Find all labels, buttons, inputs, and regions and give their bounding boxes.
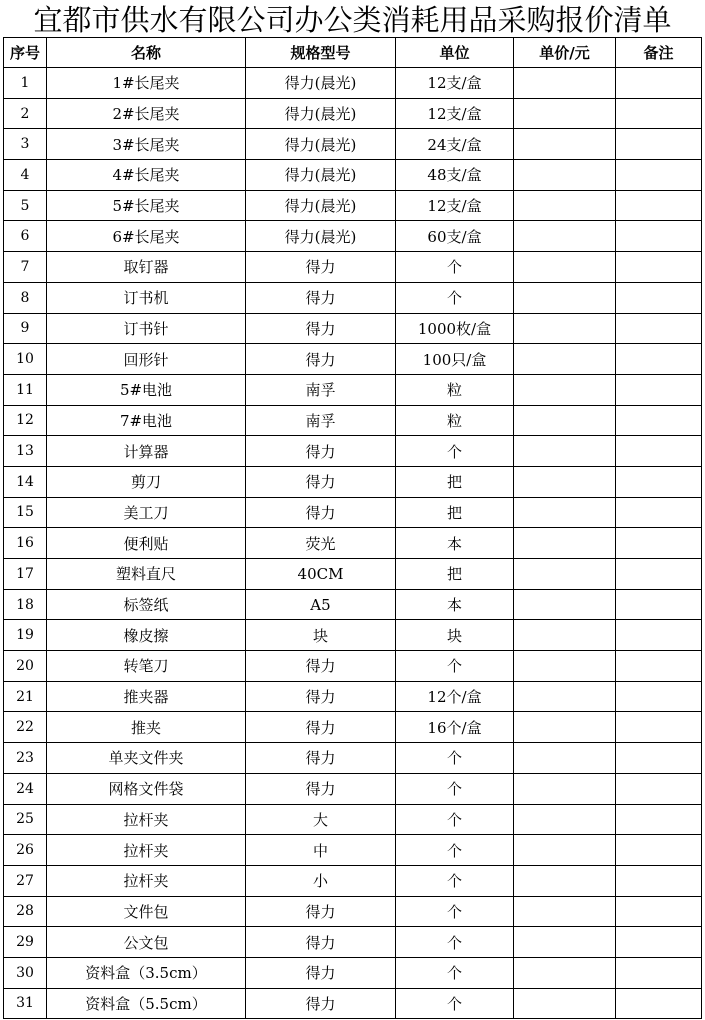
cell-remark	[616, 865, 702, 896]
cell-spec: 得力	[246, 712, 396, 743]
cell-price	[514, 589, 616, 620]
table-row	[4, 620, 702, 651]
cell-unit: 48支/盒	[396, 160, 514, 191]
cell-unit: 个	[396, 773, 514, 804]
cell-name: 订书针	[47, 313, 246, 344]
cell-unit: 把	[396, 497, 514, 528]
cell-name: 推夹	[47, 712, 246, 743]
cell-remark	[616, 835, 702, 866]
header-price: 单价/元	[514, 38, 616, 68]
table-row	[4, 927, 702, 958]
cell-no: 23	[4, 743, 47, 774]
cell-spec: 得力	[246, 282, 396, 313]
cell-remark	[616, 344, 702, 375]
cell-unit: 个	[396, 896, 514, 927]
cell-unit: 16个/盒	[396, 712, 514, 743]
cell-no: 19	[4, 620, 47, 651]
cell-price	[514, 497, 616, 528]
cell-name: 拉杆夹	[47, 804, 246, 835]
cell-name: 5#电池	[47, 374, 246, 405]
cell-no: 28	[4, 896, 47, 927]
cell-name: 剪刀	[47, 466, 246, 497]
table-row	[4, 712, 702, 743]
table-row	[4, 589, 702, 620]
table-row	[4, 282, 702, 313]
cell-spec: 得力(晨光)	[246, 190, 396, 221]
table-row	[4, 436, 702, 467]
table-row	[4, 68, 702, 99]
cell-remark	[616, 68, 702, 99]
cell-no: 8	[4, 282, 47, 313]
table-row	[4, 681, 702, 712]
cell-no: 11	[4, 374, 47, 405]
cell-remark	[616, 528, 702, 559]
cell-name: 拉杆夹	[47, 865, 246, 896]
cell-name: 7#电池	[47, 405, 246, 436]
cell-spec: 得力	[246, 988, 396, 1019]
cell-price	[514, 681, 616, 712]
cell-no: 18	[4, 589, 47, 620]
cell-remark	[616, 190, 702, 221]
table-row	[4, 129, 702, 160]
cell-remark	[616, 497, 702, 528]
cell-no: 6	[4, 221, 47, 252]
cell-name: 推夹器	[47, 681, 246, 712]
cell-unit: 个	[396, 282, 514, 313]
table-header-row	[4, 38, 702, 68]
cell-no: 25	[4, 804, 47, 835]
cell-unit: 个	[396, 743, 514, 774]
table-row	[4, 374, 702, 405]
cell-no: 26	[4, 835, 47, 866]
cell-unit: 个	[396, 651, 514, 682]
cell-no: 30	[4, 957, 47, 988]
cell-remark	[616, 896, 702, 927]
cell-name: 橡皮擦	[47, 620, 246, 651]
cell-name: 公文包	[47, 927, 246, 958]
cell-remark	[616, 651, 702, 682]
cell-price	[514, 190, 616, 221]
cell-no: 14	[4, 466, 47, 497]
cell-price	[514, 405, 616, 436]
cell-spec: 得力	[246, 436, 396, 467]
cell-spec: 得力(晨光)	[246, 98, 396, 129]
cell-spec: 得力	[246, 651, 396, 682]
table-row	[4, 405, 702, 436]
cell-no: 4	[4, 160, 47, 191]
cell-price	[514, 712, 616, 743]
cell-no: 9	[4, 313, 47, 344]
cell-remark	[616, 559, 702, 590]
cell-unit: 60支/盒	[396, 221, 514, 252]
cell-remark	[616, 466, 702, 497]
cell-no: 13	[4, 436, 47, 467]
cell-remark	[616, 374, 702, 405]
cell-name: 标签纸	[47, 589, 246, 620]
cell-no: 7	[4, 252, 47, 283]
cell-spec: 40CM	[246, 559, 396, 590]
cell-unit: 个	[396, 988, 514, 1019]
cell-unit: 粒	[396, 374, 514, 405]
table-row	[4, 528, 702, 559]
cell-no: 20	[4, 651, 47, 682]
cell-spec: 得力(晨光)	[246, 221, 396, 252]
table-row	[4, 313, 702, 344]
cell-unit: 12支/盒	[396, 68, 514, 99]
table-row	[4, 497, 702, 528]
cell-name: 4#长尾夹	[47, 160, 246, 191]
table-row	[4, 804, 702, 835]
cell-remark	[616, 436, 702, 467]
cell-spec: 中	[246, 835, 396, 866]
cell-price	[514, 620, 616, 651]
cell-name: 5#长尾夹	[47, 190, 246, 221]
cell-unit: 个	[396, 927, 514, 958]
table-row	[4, 835, 702, 866]
price-quote-table	[3, 37, 702, 1019]
cell-unit: 块	[396, 620, 514, 651]
cell-price	[514, 743, 616, 774]
cell-price	[514, 773, 616, 804]
table-row	[4, 466, 702, 497]
cell-price	[514, 865, 616, 896]
table-row	[4, 957, 702, 988]
cell-name: 2#长尾夹	[47, 98, 246, 129]
cell-remark	[616, 160, 702, 191]
cell-name: 回形针	[47, 344, 246, 375]
cell-no: 22	[4, 712, 47, 743]
cell-price	[514, 98, 616, 129]
cell-spec: 得力	[246, 896, 396, 927]
cell-no: 12	[4, 405, 47, 436]
cell-remark	[616, 743, 702, 774]
cell-remark	[616, 129, 702, 160]
cell-remark	[616, 620, 702, 651]
cell-name: 转笔刀	[47, 651, 246, 682]
cell-spec: 块	[246, 620, 396, 651]
cell-spec: 得力	[246, 927, 396, 958]
cell-no: 24	[4, 773, 47, 804]
cell-unit: 个	[396, 957, 514, 988]
cell-name: 网格文件袋	[47, 773, 246, 804]
cell-unit: 个	[396, 835, 514, 866]
cell-no: 17	[4, 559, 47, 590]
table-row	[4, 988, 702, 1019]
cell-name: 取钉器	[47, 252, 246, 283]
table-row	[4, 98, 702, 129]
cell-spec: 大	[246, 804, 396, 835]
table-row	[4, 559, 702, 590]
cell-no: 31	[4, 988, 47, 1019]
cell-no: 1	[4, 68, 47, 99]
cell-price	[514, 927, 616, 958]
header-unit: 单位	[396, 38, 514, 68]
cell-no: 5	[4, 190, 47, 221]
cell-price	[514, 252, 616, 283]
cell-name: 单夹文件夹	[47, 743, 246, 774]
cell-spec: 得力(晨光)	[246, 129, 396, 160]
cell-remark	[616, 282, 702, 313]
table-row	[4, 773, 702, 804]
cell-no: 16	[4, 528, 47, 559]
header-no: 序号	[4, 38, 47, 68]
cell-unit: 12个/盒	[396, 681, 514, 712]
cell-name: 6#长尾夹	[47, 221, 246, 252]
cell-price	[514, 528, 616, 559]
cell-name: 1#长尾夹	[47, 68, 246, 99]
cell-spec: 得力	[246, 681, 396, 712]
cell-name: 美工刀	[47, 497, 246, 528]
cell-spec: 得力(晨光)	[246, 160, 396, 191]
cell-name: 订书机	[47, 282, 246, 313]
cell-spec: 得力	[246, 773, 396, 804]
cell-name: 资料盒（5.5cm）	[47, 988, 246, 1019]
cell-no: 3	[4, 129, 47, 160]
cell-unit: 个	[396, 865, 514, 896]
cell-price	[514, 374, 616, 405]
cell-name: 拉杆夹	[47, 835, 246, 866]
cell-remark	[616, 98, 702, 129]
table-row	[4, 252, 702, 283]
table-row	[4, 221, 702, 252]
cell-spec: 小	[246, 865, 396, 896]
cell-remark	[616, 681, 702, 712]
cell-name: 3#长尾夹	[47, 129, 246, 160]
table-row	[4, 865, 702, 896]
cell-remark	[616, 927, 702, 958]
cell-spec: 得力	[246, 252, 396, 283]
header-remark: 备注	[616, 38, 702, 68]
page-title: 宜都市供水有限公司办公类消耗用品采购报价清单	[33, 3, 672, 37]
cell-price	[514, 988, 616, 1019]
header-spec: 规格型号	[246, 38, 396, 68]
table-row	[4, 190, 702, 221]
cell-spec: 得力	[246, 497, 396, 528]
cell-price	[514, 436, 616, 467]
cell-unit: 12支/盒	[396, 98, 514, 129]
table-row	[4, 896, 702, 927]
cell-price	[514, 344, 616, 375]
table-row	[4, 344, 702, 375]
cell-spec: 得力(晨光)	[246, 68, 396, 99]
cell-unit: 100只/盒	[396, 344, 514, 375]
cell-spec: 得力	[246, 344, 396, 375]
cell-name: 文件包	[47, 896, 246, 927]
cell-remark	[616, 957, 702, 988]
cell-price	[514, 129, 616, 160]
cell-remark	[616, 313, 702, 344]
cell-price	[514, 957, 616, 988]
table-row	[4, 160, 702, 191]
cell-remark	[616, 589, 702, 620]
cell-unit: 本	[396, 528, 514, 559]
cell-spec: 得力	[246, 743, 396, 774]
cell-unit: 本	[396, 589, 514, 620]
table-row	[4, 743, 702, 774]
cell-price	[514, 466, 616, 497]
table-row	[4, 651, 702, 682]
cell-unit: 把	[396, 466, 514, 497]
cell-price	[514, 160, 616, 191]
cell-price	[514, 804, 616, 835]
cell-price	[514, 651, 616, 682]
cell-no: 2	[4, 98, 47, 129]
cell-name: 资料盒（3.5cm）	[47, 957, 246, 988]
cell-unit: 12支/盒	[396, 190, 514, 221]
cell-remark	[616, 712, 702, 743]
cell-unit: 把	[396, 559, 514, 590]
cell-no: 27	[4, 865, 47, 896]
cell-unit: 1000枚/盒	[396, 313, 514, 344]
cell-remark	[616, 804, 702, 835]
cell-price	[514, 835, 616, 866]
cell-remark	[616, 405, 702, 436]
cell-name: 塑料直尺	[47, 559, 246, 590]
cell-remark	[616, 252, 702, 283]
table-body	[4, 68, 702, 1019]
cell-price	[514, 896, 616, 927]
cell-spec: 南孚	[246, 405, 396, 436]
cell-price	[514, 282, 616, 313]
cell-spec: 荧光	[246, 528, 396, 559]
cell-remark	[616, 221, 702, 252]
cell-spec: 得力	[246, 466, 396, 497]
header-name: 名称	[47, 38, 246, 68]
cell-remark	[616, 773, 702, 804]
cell-name: 计算器	[47, 436, 246, 467]
cell-unit: 粒	[396, 405, 514, 436]
cell-price	[514, 68, 616, 99]
cell-no: 29	[4, 927, 47, 958]
cell-spec: 得力	[246, 957, 396, 988]
cell-price	[514, 313, 616, 344]
cell-remark	[616, 988, 702, 1019]
cell-name: 便利贴	[47, 528, 246, 559]
cell-unit: 个	[396, 804, 514, 835]
cell-spec: 得力	[246, 313, 396, 344]
cell-no: 15	[4, 497, 47, 528]
cell-unit: 24支/盒	[396, 129, 514, 160]
cell-unit: 个	[396, 436, 514, 467]
cell-price	[514, 221, 616, 252]
cell-no: 21	[4, 681, 47, 712]
cell-spec: A5	[246, 589, 396, 620]
cell-spec: 南孚	[246, 374, 396, 405]
cell-unit: 个	[396, 252, 514, 283]
cell-price	[514, 559, 616, 590]
cell-no: 10	[4, 344, 47, 375]
